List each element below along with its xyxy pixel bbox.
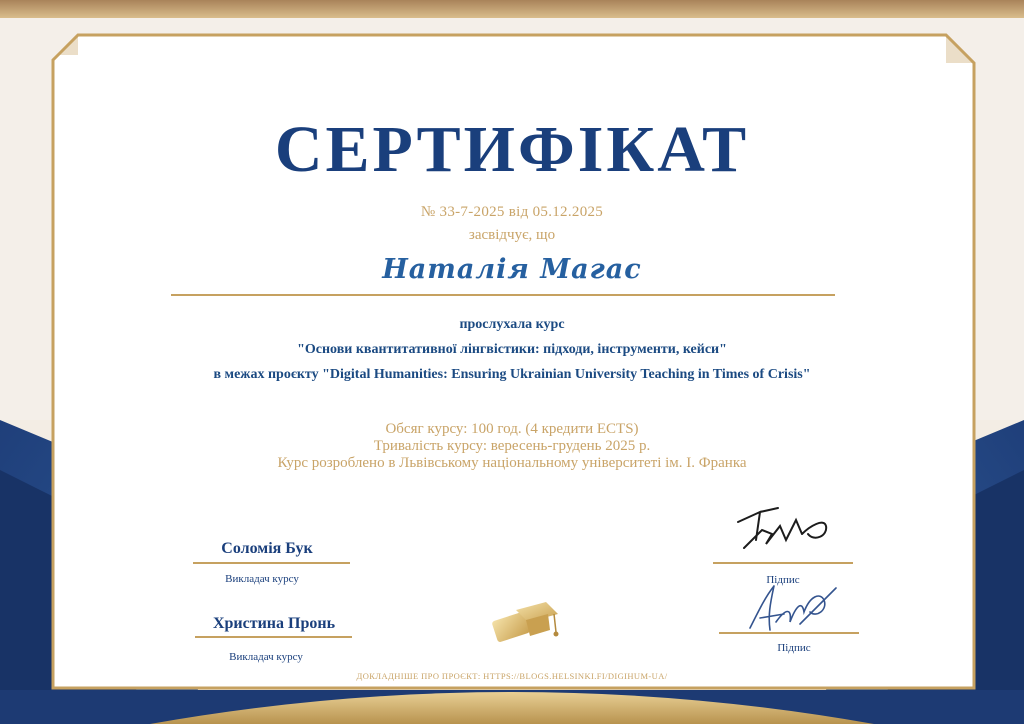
recipient-name: Наталія Магас <box>382 254 642 285</box>
course-title: "Основи квантитативної лінгвістики: підходи, інструменти, кейси" <box>297 342 727 357</box>
signature-label: Підпис <box>766 574 800 586</box>
graduation-cap-icon <box>488 596 560 648</box>
project-line: в межах проєкту "Digital Humanities: Ensuring Ukrainian University Teaching in Times of Crisis" <box>213 367 811 382</box>
signature-image <box>740 578 850 638</box>
signature-line <box>713 562 853 564</box>
certificate-title: СЕРТИФІКАТ <box>274 113 750 186</box>
instructor-name: Соломія Бук <box>221 540 313 557</box>
footer-link[interactable]: ДОКЛАДНІШЕ ПРО ПРОЄКТ: HTTPS://BLOGS.HELSINKI.FI/DIGIHUM-UA/ <box>356 671 668 681</box>
signature-image <box>730 500 840 560</box>
instructor-underline <box>195 636 352 638</box>
instructor-underline <box>193 562 350 564</box>
instructor-name: Христина Пронь <box>212 615 336 632</box>
course-developer: Курс розроблено в Львівському національному університеті ім. І. Франка <box>277 455 747 471</box>
certifies-text: засвідчує, що <box>468 227 556 243</box>
signature-line <box>719 632 859 634</box>
instructor-role: Викладач курсу <box>225 573 299 585</box>
course-duration: Тривалість курсу: вересень-грудень 2025 р. <box>373 438 651 454</box>
recipient-underline <box>171 294 835 296</box>
signature-label: Підпис <box>777 642 811 654</box>
certificate-number: № 33-7-2025 від 05.12.2025 <box>420 204 604 220</box>
course-volume: Обсяг курсу: 100 год. (4 кредити ECTS) <box>385 421 639 437</box>
attended-text: прослухала курс <box>459 317 565 332</box>
instructor-role: Викладач курсу <box>229 651 303 663</box>
